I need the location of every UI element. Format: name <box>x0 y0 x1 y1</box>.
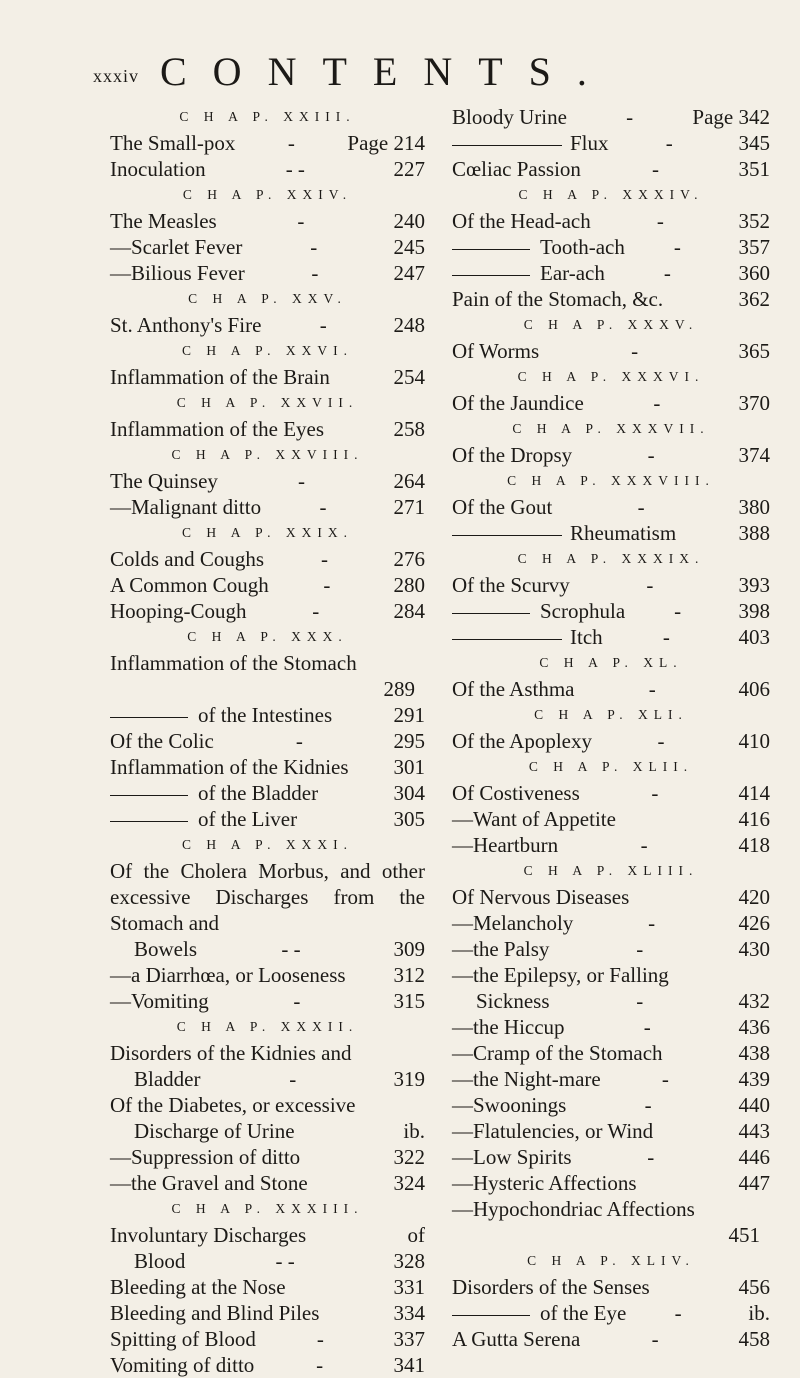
entry-title: Of Worms <box>452 339 540 363</box>
entry-title: Ear-ach <box>452 260 605 286</box>
page-ref: 240 <box>393 209 425 233</box>
page-ref: 352 <box>738 209 770 233</box>
contents-entry-text: —the Epilepsy, or Falling <box>452 963 669 987</box>
page-ref: 289 <box>383 677 415 701</box>
contents-entry <box>452 130 770 156</box>
chapter-heading: C H A P. XXIX. <box>181 525 354 540</box>
entry-dash: - <box>319 313 327 337</box>
entry-title: —Want of Appetite <box>452 807 616 831</box>
contents-column-right <box>452 104 770 1352</box>
contents-entry <box>110 1118 425 1144</box>
page-ref: 403 <box>738 625 770 649</box>
page-ref: 309 <box>393 937 425 961</box>
contents-entry <box>110 1352 425 1378</box>
entry-dash: - <box>289 1067 297 1091</box>
entry-title: The Quinsey <box>110 469 218 493</box>
entry-dash: - <box>647 1145 655 1169</box>
entry-dash: - <box>657 729 665 753</box>
page-ref: 380 <box>738 495 770 519</box>
entry-dash: - <box>287 131 295 155</box>
contents-entry <box>110 156 425 182</box>
page-ref: 456 <box>738 1275 770 1299</box>
contents-entry <box>452 260 770 286</box>
entry-dash: - <box>636 989 644 1013</box>
entry-title: Cœliac Passion <box>452 157 581 181</box>
contents-entry <box>452 728 770 754</box>
entry-dash: - <box>651 781 659 805</box>
page-ref: 440 <box>738 1093 770 1117</box>
contents-entry <box>452 988 770 1014</box>
contents-entry <box>110 234 425 260</box>
page-ref: 388 <box>738 521 770 545</box>
page-number: xxxiv <box>93 66 140 86</box>
contents-entry <box>110 728 425 754</box>
page-ref: 446 <box>738 1145 770 1169</box>
entry-title: The Small-pox <box>110 131 236 155</box>
entry-title: —the Gravel and Stone <box>110 1171 308 1195</box>
entry-title: Of the Asthma <box>452 677 575 701</box>
chapter-heading: C H A P. XXVI. <box>181 343 354 358</box>
page-ref: 271 <box>393 495 425 519</box>
contents-entry <box>452 1170 770 1196</box>
page-ref: 430 <box>738 937 770 961</box>
page-ref: 295 <box>393 729 425 753</box>
page-ref: 351 <box>738 157 770 181</box>
entry-title: Of Nervous Diseases <box>452 885 630 909</box>
page-ref: Page 342 <box>692 105 770 129</box>
chapter-heading: C H A P. XXXIII. <box>171 1201 364 1216</box>
entry-title: Of the Dropsy <box>452 443 573 467</box>
entry-dash: - - <box>285 157 305 181</box>
contents-entry <box>452 442 770 468</box>
chapter-heading: C H A P. XL. <box>539 655 683 670</box>
page-ref: 324 <box>393 1171 425 1195</box>
entry-title: Blood <box>134 1249 186 1273</box>
page-ref: 345 <box>738 131 770 155</box>
contents-column-left <box>110 104 425 1378</box>
entry-dash: - <box>319 495 327 519</box>
entry-dash: - <box>323 573 331 597</box>
contents-entry <box>110 260 425 286</box>
page-ref: 315 <box>393 989 425 1013</box>
page-ref: 374 <box>738 443 770 467</box>
page-ref: 439 <box>738 1067 770 1091</box>
contents-entry <box>452 104 770 130</box>
entry-title: Of the Colic <box>110 729 214 753</box>
entry-title: Of the Head-ach <box>452 209 591 233</box>
contents-entry-text: Disorders of the Kidnies and <box>110 1041 352 1065</box>
entry-dash: - <box>651 157 659 181</box>
running-head <box>0 28 800 94</box>
chapter-heading: C H A P. XXV. <box>188 291 347 306</box>
page-ref: 416 <box>738 807 770 831</box>
entry-dash: - <box>295 729 303 753</box>
contents-entry <box>452 156 770 182</box>
entry-dash: - <box>310 235 318 259</box>
entry-title: —Cramp of the Stomach <box>452 1041 663 1065</box>
contents-entry <box>452 390 770 416</box>
entry-dash: - <box>665 131 673 155</box>
page-ref: 420 <box>738 885 770 909</box>
entry-title: —Heartburn <box>452 833 559 857</box>
entry-title: A Common Cough <box>110 573 269 597</box>
entry-title: Pain of the Stomach, &c. <box>452 287 664 311</box>
contents-entry <box>110 1326 425 1352</box>
page-ref: 247 <box>393 261 425 285</box>
entry-dash: - <box>643 1015 651 1039</box>
entry-title: —the Hiccup <box>452 1015 565 1039</box>
entry-dash: - - <box>275 1249 295 1273</box>
entry-title: Spitting of Blood <box>110 1327 256 1351</box>
chapter-heading: C H A P. XLI. <box>534 707 688 722</box>
page-ref: 443 <box>738 1119 770 1143</box>
entry-title: Bleeding at the Nose <box>110 1275 286 1299</box>
page-ref: 248 <box>393 313 425 337</box>
entry-title: Scrophula <box>452 598 625 624</box>
contents-entry <box>110 546 425 572</box>
contents-entry <box>110 754 425 780</box>
contents-entry <box>110 1222 425 1248</box>
entry-title: —Flatulencies, or Wind <box>452 1119 654 1143</box>
page-ref: 331 <box>393 1275 425 1299</box>
page-ref: 264 <box>393 469 425 493</box>
contents-entry <box>452 494 770 520</box>
entry-dash: - <box>646 573 654 597</box>
entry-title: —Low Spirits <box>452 1145 572 1169</box>
page-ref: 227 <box>393 157 425 181</box>
entry-dash: - <box>656 209 664 233</box>
contents-entry <box>452 1144 770 1170</box>
contents-entry <box>110 988 425 1014</box>
contents-entry <box>452 1118 770 1144</box>
entry-dash: - <box>647 443 655 467</box>
contents-entry <box>110 962 425 988</box>
page-ref: 406 <box>738 677 770 701</box>
entry-title: —the Palsy <box>452 937 550 961</box>
chapter-heading: C H A P. XXVII. <box>176 395 359 410</box>
page-ref: 341 <box>393 1353 425 1377</box>
page-ref: 337 <box>393 1327 425 1351</box>
entry-title: —the Night-mare <box>452 1067 601 1091</box>
contents-entry <box>452 598 770 624</box>
page-ref: 360 <box>738 261 770 285</box>
contents-entry <box>110 130 425 156</box>
contents-entry <box>110 1066 425 1092</box>
entry-title: —Scarlet Fever <box>110 235 243 259</box>
entry-title: Involuntary Discharges <box>110 1223 307 1247</box>
contents-entry <box>110 1274 425 1300</box>
entry-title: Inflammation of the Brain <box>110 365 330 389</box>
entry-title: Of Costiveness <box>452 781 580 805</box>
entry-title: Discharge of Urine <box>134 1119 295 1143</box>
entry-title: of the Eye <box>452 1300 626 1326</box>
page-ref: 334 <box>393 1301 425 1325</box>
contents-entry <box>110 936 425 962</box>
entry-title: Inoculation <box>110 157 206 181</box>
chapter-heading: C H A P. XXXIV. <box>518 187 704 202</box>
entry-title: Colds and Coughs <box>110 547 265 571</box>
entry-dash: - <box>297 209 305 233</box>
entry-dash: - <box>651 1327 659 1351</box>
entry-title: Tooth-ach <box>452 234 625 260</box>
entry-title: —Suppression of ditto <box>110 1145 301 1169</box>
contents-entry <box>452 208 770 234</box>
entry-dash: - <box>674 1301 682 1325</box>
chapter-heading: C H A P. XLIII. <box>523 863 699 878</box>
contents-entry <box>110 1248 425 1274</box>
page-ref: 276 <box>393 547 425 571</box>
entry-dash: - <box>653 391 661 415</box>
entry-dash: - <box>297 469 305 493</box>
entry-dash: - <box>663 261 671 285</box>
page-ref: 414 <box>738 781 770 805</box>
contents-entry <box>110 702 425 728</box>
page-ref: 432 <box>738 989 770 1013</box>
contents-entry <box>452 780 770 806</box>
page-ref: 362 <box>738 287 770 311</box>
entry-title: —Swoonings <box>452 1093 567 1117</box>
page-ref: 312 <box>393 963 425 987</box>
entry-dash: - <box>321 547 328 571</box>
entry-title: Inflammation of the Eyes <box>110 417 325 441</box>
page-ref: ib. <box>748 1301 770 1325</box>
entry-dash: - <box>637 495 645 519</box>
contents-entry <box>452 936 770 962</box>
entry-title: Bloody Urine <box>452 105 567 129</box>
entry-dash: - <box>293 989 301 1013</box>
page-ref: 322 <box>393 1145 425 1169</box>
entry-dash: - <box>631 339 639 363</box>
contents-entry <box>452 806 770 832</box>
entry-title: —Bilious Fever <box>110 261 245 285</box>
entry-title: Of the Jaundice <box>452 391 584 415</box>
entry-title: The Measles <box>110 209 217 233</box>
contents-entry <box>452 338 770 364</box>
contents-entry <box>110 468 425 494</box>
contents-entry-text: Of the Diabetes, or excessive <box>110 1093 356 1117</box>
contents-entry <box>452 832 770 858</box>
page-ref: 328 <box>393 1249 425 1273</box>
chapter-heading: C H A P. XXXVI. <box>517 369 705 384</box>
page-ref: 398 <box>738 599 770 623</box>
running-title: CONTENTS. <box>160 49 613 94</box>
contents-entry <box>110 494 425 520</box>
page-ref: 280 <box>393 573 425 597</box>
page-ref: 319 <box>393 1067 425 1091</box>
entry-title: Of the Gout <box>452 495 553 519</box>
page-ref: 418 <box>738 833 770 857</box>
contents-entry <box>110 1170 425 1196</box>
entry-title: of the Intestines <box>110 702 332 728</box>
page-ref: 438 <box>738 1041 770 1065</box>
entry-title: Itch <box>452 624 603 650</box>
entry-title: —Malignant ditto <box>110 495 262 519</box>
contents-entry <box>110 1144 425 1170</box>
contents-entry <box>452 910 770 936</box>
page-ref: 245 <box>393 235 425 259</box>
entry-title: Bladder <box>134 1067 201 1091</box>
entry-dash: - <box>648 677 656 701</box>
contents-entry <box>110 208 425 234</box>
entry-title: Rheumatism <box>452 520 676 546</box>
contents-entry-text: —Hypochondriac Affections <box>452 1197 695 1221</box>
entry-title: Sickness <box>476 989 550 1013</box>
entry-dash: - <box>644 1093 652 1117</box>
page-ref: 365 <box>738 339 770 363</box>
page-ref: 301 <box>393 755 425 779</box>
page-ref: 451 <box>728 1223 760 1247</box>
contents-entry <box>110 598 425 624</box>
entry-title: Of the Scurvy <box>452 573 570 597</box>
chapter-heading: C H A P. XXXI. <box>181 837 354 852</box>
chapter-heading: C H A P. XXIII. <box>179 109 356 124</box>
entry-dash: - <box>673 235 681 259</box>
contents-entry <box>110 780 425 806</box>
contents-entry <box>110 364 425 390</box>
page-ref: 357 <box>738 235 770 259</box>
entry-title: Bleeding and Blind Piles <box>110 1301 320 1325</box>
contents-entry <box>110 806 425 832</box>
entry-dash: - <box>626 105 634 129</box>
entry-title: Of the Apoplexy <box>452 729 592 753</box>
page-ref: ib. <box>403 1119 425 1143</box>
entry-title: Inflammation of the Kidnies <box>110 755 349 779</box>
chapter-heading: C H A P. XXXVIII. <box>507 473 715 488</box>
contents-entry <box>452 234 770 260</box>
page-ref: 447 <box>738 1171 770 1195</box>
entry-dash: - <box>311 261 319 285</box>
chapter-heading: C H A P. XXVIII. <box>171 447 364 462</box>
contents-entry <box>452 1014 770 1040</box>
page-ref: 284 <box>393 599 425 623</box>
page-ref: 410 <box>738 729 770 753</box>
entry-dash: - <box>636 937 644 961</box>
page-ref: 370 <box>738 391 770 415</box>
contents-entry <box>452 1274 770 1300</box>
contents-entry <box>452 1040 770 1066</box>
entry-dash: - <box>674 599 682 623</box>
contents-entry-text: Inflammation of the Stomach <box>110 651 357 675</box>
page-ref: 426 <box>738 911 770 935</box>
chapter-heading: C H A P. XXXIX. <box>517 551 705 566</box>
contents-entry <box>110 416 425 442</box>
entry-dash: - <box>316 1353 324 1377</box>
entry-title: Vomiting of ditto <box>110 1353 255 1377</box>
chapter-heading: C H A P. XXXV. <box>523 317 699 332</box>
entry-dash: - <box>640 833 648 857</box>
page-ref: of <box>407 1223 425 1247</box>
page-ref: 258 <box>393 417 425 441</box>
chapter-heading: C H A P. XLII. <box>528 759 694 774</box>
entry-title: —Vomiting <box>110 989 209 1013</box>
entry-dash: - <box>312 599 320 623</box>
entry-dash: - <box>648 911 656 935</box>
page-ref: 436 <box>738 1015 770 1039</box>
contents-entry <box>452 520 770 546</box>
contents-entry <box>452 676 770 702</box>
chapter-heading: C H A P. XXXII. <box>176 1019 359 1034</box>
contents-entry <box>452 1066 770 1092</box>
entry-dash: - <box>661 1067 669 1091</box>
entry-title: A Gutta Serena <box>452 1327 581 1351</box>
page-ref: Page 214 <box>347 131 425 155</box>
contents-entry <box>452 286 770 312</box>
chapter-heading: C H A P. XXXVII. <box>512 421 710 436</box>
contents-entry <box>110 1300 425 1326</box>
chapter-heading: C H A P. XXIV. <box>182 187 353 202</box>
entry-title: Bowels <box>134 937 197 961</box>
entry-dash: - <box>662 625 670 649</box>
entry-dash: - - <box>281 937 301 961</box>
contents-entry-text: Of the Cholera Morbus, and other excessive Discharges from the Stomach and <box>110 859 425 935</box>
contents-entry <box>452 1300 770 1326</box>
page-ref: 458 <box>738 1327 770 1351</box>
chapter-heading: C H A P. XLIV. <box>527 1253 695 1268</box>
contents-entry <box>452 884 770 910</box>
chapter-heading: C H A P. XXX. <box>187 629 348 644</box>
contents-entry <box>110 312 425 338</box>
entry-title: of the Bladder <box>110 780 318 806</box>
entry-title: Flux <box>452 130 609 156</box>
contents-entry <box>452 1092 770 1118</box>
entry-title: St. Anthony's Fire <box>110 313 262 337</box>
contents-entry <box>452 624 770 650</box>
entry-title: Hooping-Cough <box>110 599 247 623</box>
page-ref: 393 <box>738 573 770 597</box>
page-ref: 254 <box>393 365 425 389</box>
page-ref: 305 <box>393 807 425 831</box>
contents-entry <box>452 572 770 598</box>
entry-dash: - <box>316 1327 324 1351</box>
page-ref: 304 <box>393 781 425 805</box>
entry-title: —a Diarrhœa, or Looseness <box>110 963 346 987</box>
contents-entry <box>110 572 425 598</box>
entry-title: —Hysteric Affections <box>452 1171 637 1195</box>
entry-title: of the Liver <box>110 806 297 832</box>
entry-title: Disorders of the Senses <box>452 1275 650 1299</box>
page-ref: 291 <box>393 703 425 727</box>
contents-entry <box>452 1326 770 1352</box>
entry-title: —Melancholy <box>452 911 574 935</box>
